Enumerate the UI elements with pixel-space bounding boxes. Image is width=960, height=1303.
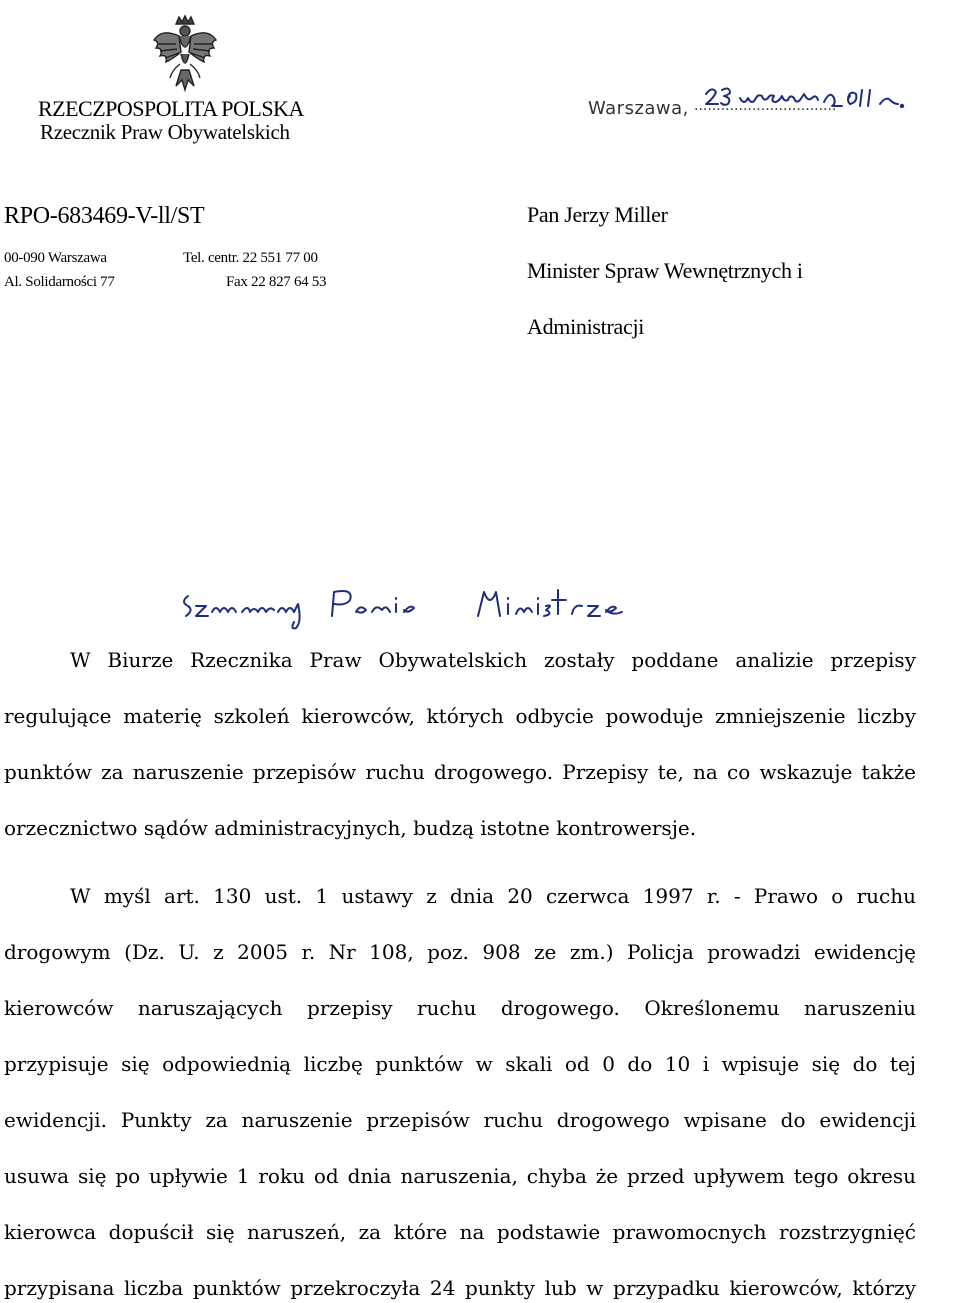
paragraph-line: kierowca dopuścił się naruszeń, za które na podstawie prawomocnych rozstrzygnięć — [4, 1220, 916, 1244]
place-label: Warszawa, — [588, 98, 689, 119]
paragraph-line: kierowców naruszających przepisy ruchu drogowego. Określonemu naruszeniu — [4, 996, 916, 1020]
handwritten-salutation — [178, 582, 648, 630]
paragraph-line: regulujące materię szkoleń kierowców, których odbycie powoduje zmniejszenie liczby — [4, 704, 916, 728]
office-prefix: Rzecznik — [40, 120, 116, 144]
sender-postal: 00-090 Warszawa — [4, 250, 107, 266]
office-name — [40, 120, 290, 145]
sender-fax: Fax 22 827 64 53 — [226, 274, 327, 290]
place-dots: ................................ — [694, 98, 837, 114]
paragraph-line: usuwa się po upływie 1 roku od dnia naruszenia, chyba że przed upływem tego okresu — [4, 1164, 916, 1188]
sender-street: Al. Solidarności 77 — [4, 274, 115, 290]
paragraph-line: punktów za naruszenie przepisów ruchu drogowego. Przepisy te, na co wskazuje także — [4, 760, 916, 784]
paragraph-line: W Biurze Rzecznika Praw Obywatelskich zostały poddane analizie przepisy — [70, 648, 916, 672]
reference-number: RPO-683469-V-ll/ST — [4, 203, 205, 229]
recipient-name: Pan Jerzy Miller — [527, 202, 668, 227]
paragraph-line: drogowym (Dz. U. z 2005 r. Nr 108, poz. 908 ze zm.) Policja prowadzi ewidencję — [4, 940, 916, 964]
sender-phone: Tel. centr. 22 551 77 00 — [183, 250, 318, 266]
paragraph-line: przypisuje się odpowiednią liczbę punktów w skali od 0 do 10 i wpisuje się do tej — [4, 1052, 916, 1076]
recipient-title-line1: Minister Spraw Wewnętrznych i — [527, 258, 803, 283]
handwritten-date — [700, 84, 940, 120]
paragraph-line: W myśl art. 130 ust. 1 ustawy z dnia 20 czerwca 1997 r. - Prawo o ruchu — [70, 884, 916, 908]
office-rest: Praw Obywatelskich — [120, 120, 290, 144]
recipient-title-line2: Administracji — [527, 314, 645, 339]
paragraph-line: orzecznictwo sądów administracyjnych, budzą istotne kontrowersje. — [4, 816, 697, 840]
place-and-date — [588, 84, 960, 124]
paragraph-line: ewidencji. Punkty za naruszenie przepisów ruchu drogowego wpisane do ewidencji — [4, 1108, 916, 1132]
country-name: RZECZPOSPOLITA POLSKA — [38, 96, 304, 121]
polish-eagle-emblem-icon — [148, 14, 222, 94]
paragraph-line: przypisana liczba punktów przekroczyła 24 punkty lub w przypadku kierowców, którzy — [4, 1276, 916, 1300]
